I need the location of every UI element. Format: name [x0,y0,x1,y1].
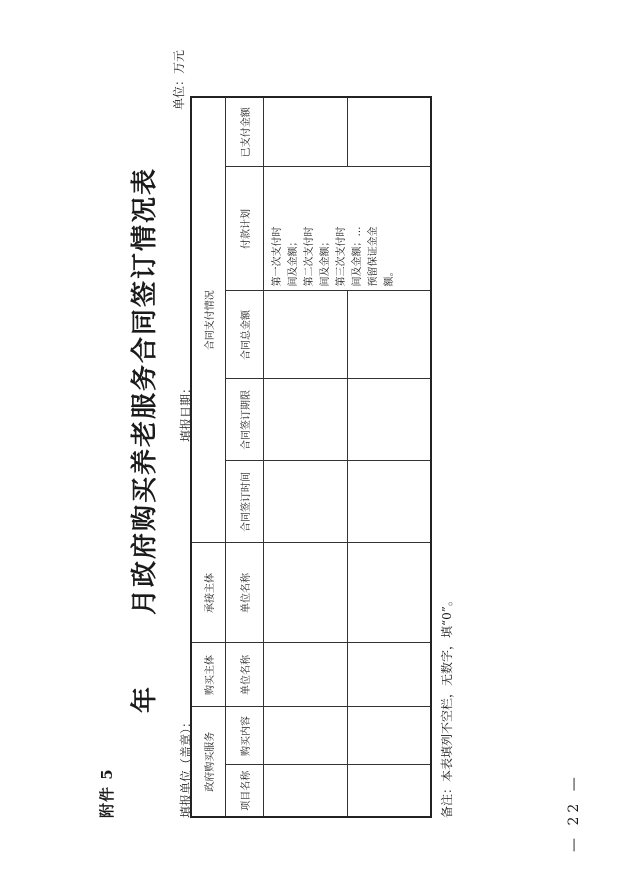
fill-date-label: 填报日期： [179,381,193,442]
column-header: 合同签订期限 [225,379,263,461]
payment-plan-line: 间及金额；… [351,226,363,287]
table-cell[interactable] [347,643,431,707]
contract-table [190,96,432,818]
column-header: 项目名称 [225,765,263,817]
table-cell[interactable] [263,707,347,765]
form-title [124,0,161,880]
table-cell[interactable] [347,379,431,461]
column-header: 单位名称 [225,543,263,643]
column-header: 合同总金额 [225,291,263,379]
title-year: 年 [130,685,160,714]
group-header-buyer: 购买主体 [191,643,225,707]
payment-plan-line: 间及金额； [319,236,331,287]
unit-label: 单位：万元 [172,49,186,110]
table-cell[interactable] [263,461,347,543]
group-header-gov-service: 政府购买服务 [191,707,225,817]
table-cell[interactable] [263,97,347,167]
table-cell[interactable] [347,461,431,543]
payment-plan-line: 第二次支付时 [303,226,315,287]
table-cell[interactable] [263,543,347,643]
table-cell[interactable] [347,707,431,765]
table-cell[interactable] [263,643,347,707]
column-header: 购买内容 [225,707,263,765]
payment-plan-line: 额。 [383,266,395,287]
table-cell[interactable] [347,291,431,379]
column-header: 单位名称 [225,643,263,707]
table-cell[interactable] [263,291,347,379]
group-header-provider: 承接主体 [191,543,225,643]
payment-plan-line: 第三次支付时 [335,226,347,287]
payment-plan-cell[interactable] [263,167,431,291]
column-header: 合同签订时间 [225,461,263,543]
column-header: 付款计划 [225,167,263,291]
payment-plan-line: 预留保证金金 [367,226,379,287]
payment-plan-line: 第一次支付时 [271,226,283,287]
footnote: 备注：本表填列不空栏，无数字，填“0”。 [440,594,454,818]
table-cell[interactable] [347,765,431,817]
group-header-payment: 合同支付情况 [191,97,225,543]
table-row [263,97,347,817]
title-main: 月政府购买养老服务合同签订情况表 [130,166,160,615]
column-header: 已支付金额 [225,97,263,167]
table-cell[interactable] [347,543,431,643]
appendix-label: 附件 5 [98,768,116,818]
payment-plan-line: 间及金额； [287,236,299,287]
page-number: — 22 — [566,773,582,852]
table-cell[interactable] [263,379,347,461]
table-cell[interactable] [347,97,431,167]
table-cell[interactable] [263,765,347,817]
reporting-unit-label: 填报单位（盖章）： [179,715,193,818]
